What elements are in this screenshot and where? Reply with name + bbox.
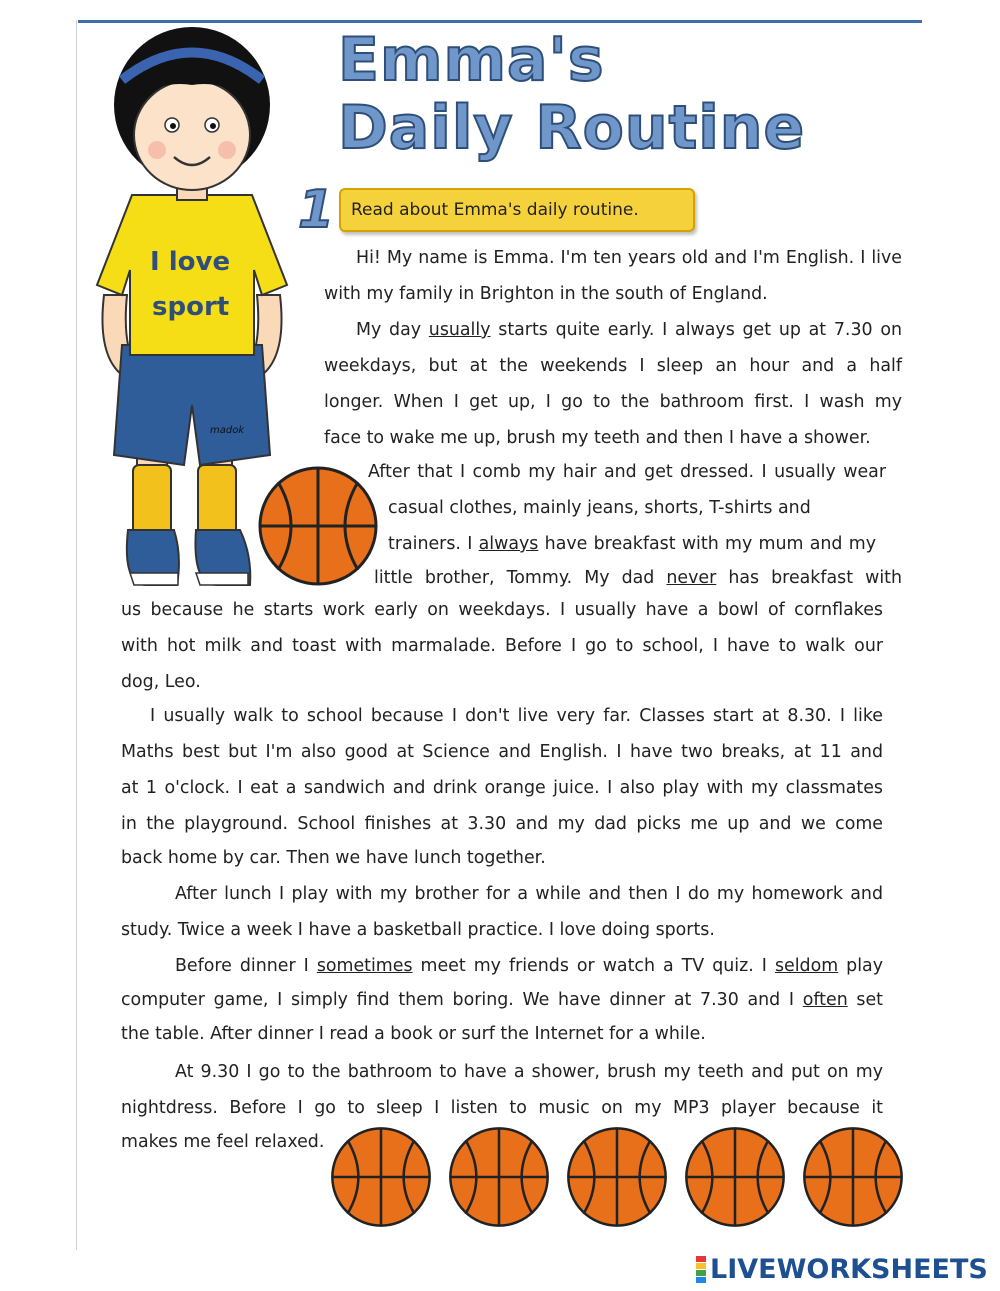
- text-segment: nightdress. Before I go to sleep I listen to music on my MP3 player because it: [121, 1098, 883, 1118]
- shirt-text-line2: sport: [152, 292, 230, 322]
- text-segment: play: [838, 956, 883, 976]
- text-line: [324, 392, 902, 412]
- text-line: [175, 956, 883, 976]
- worksheet-title: [338, 25, 806, 163]
- task-instruction-box: Read about Emma's daily routine.: [339, 188, 695, 232]
- text-segment: After that I comb my hair and get dressed. I usually wear: [368, 462, 886, 482]
- text-segment: Hi! My name is Emma. I'm ten years old and I'm English. I live: [356, 248, 902, 268]
- text-line: [121, 672, 201, 692]
- text-segment: in the playground. School finishes at 3.30 and my dad picks me up and we come: [121, 814, 883, 834]
- title-line-2: Daily Routine: [338, 93, 806, 163]
- text-segment: longer. When I get up, I go to the bathroom first. I wash my: [324, 392, 902, 412]
- basketball-icon: [565, 1125, 669, 1229]
- basketball-icon: [801, 1125, 905, 1229]
- text-segment: face to wake me up, brush my teeth and then I have a shower.: [324, 428, 871, 448]
- text-segment: At 9.30 I go to the bathroom to have a shower, brush my teeth and put on my: [175, 1062, 883, 1082]
- text-segment: casual clothes, mainly jeans, shorts, T-shirts and: [388, 498, 811, 518]
- text-segment: set: [847, 990, 883, 1010]
- text-segment: little brother, Tommy. My dad: [374, 568, 667, 588]
- task-number: 1: [298, 180, 335, 240]
- logo-mark-icon: [696, 1256, 706, 1283]
- text-line: [121, 848, 546, 868]
- text-segment: I usually walk to school because I don't live very far. Classes start at 8.30. I like: [150, 706, 883, 726]
- frequency-adverb: never: [666, 568, 717, 588]
- text-line: [121, 778, 883, 798]
- text-segment: study. Twice a week I have a basketball practice. I love doing sports.: [121, 920, 715, 940]
- text-segment: computer game, I simply find them boring. We have dinner at 7.30 and I: [121, 990, 803, 1010]
- basketball-icon: [256, 464, 380, 588]
- text-segment: weekdays, but at the weekends I sleep an hour and a half: [324, 356, 902, 376]
- text-line: [175, 884, 883, 904]
- signature-text: madok: [210, 425, 245, 436]
- frequency-adverb: sometimes: [316, 956, 413, 976]
- text-segment: us because he starts work early on weekdays. I usually have a bowl of cornflakes: [121, 600, 883, 620]
- text-line: [356, 248, 902, 268]
- text-segment: at 1 o'clock. I eat a sandwich and drink orange juice. I also play with my classmates: [121, 778, 883, 798]
- text-line: [388, 534, 876, 554]
- text-segment: with my family in Brighton in the south of England.: [324, 284, 768, 304]
- text-line: [121, 742, 883, 762]
- text-line: [121, 1132, 324, 1152]
- logo-text: LIVEWORKSHEETS: [710, 1254, 988, 1285]
- liveworksheets-logo[interactable]: [696, 1254, 988, 1285]
- text-line: [324, 428, 871, 448]
- text-line: [121, 990, 883, 1010]
- text-line: [121, 920, 715, 940]
- text-segment: has breakfast with: [716, 568, 902, 588]
- text-line: [356, 320, 902, 340]
- frequency-adverb: often: [802, 990, 848, 1010]
- text-line: [121, 1098, 883, 1118]
- text-line: [324, 356, 902, 376]
- text-segment: Maths best but I'm also good at Science and English. I have two breaks, at 11 and: [121, 742, 883, 762]
- text-line: [150, 706, 883, 726]
- text-segment: back home by car. Then we have lunch together.: [121, 848, 546, 868]
- text-line: [324, 284, 768, 304]
- text-segment: After lunch I play with my brother for a while and then I do my homework and: [175, 884, 883, 904]
- text-segment: Before dinner I: [175, 956, 317, 976]
- basketball-icon: [447, 1125, 551, 1229]
- shirt-text-line1: I love: [150, 247, 231, 277]
- text-segment: dog, Leo.: [121, 672, 201, 692]
- frequency-adverb: seldom: [774, 956, 839, 976]
- basketball-icon: [683, 1125, 787, 1229]
- text-line: [175, 1062, 883, 1082]
- text-line: [388, 498, 811, 518]
- text-line: [121, 1024, 706, 1044]
- text-segment: starts quite early. I always get up at 7.30 on: [490, 320, 903, 340]
- text-segment: with hot milk and toast with marmalade. Before I go to school, I have to walk our: [121, 636, 883, 656]
- text-segment: trainers. I: [388, 534, 479, 554]
- text-line: [121, 600, 883, 620]
- basketball-icon: [329, 1125, 433, 1229]
- title-line-1: Emma's: [338, 25, 605, 95]
- text-segment: the table. After dinner I read a book or surf the Internet for a while.: [121, 1024, 706, 1044]
- page-margin-line: [76, 20, 77, 1250]
- text-line: [121, 814, 883, 834]
- text-segment: have breakfast with my mum and my: [538, 534, 876, 554]
- text-line: [368, 462, 886, 482]
- text-segment: makes me feel relaxed.: [121, 1132, 325, 1152]
- text-line: [121, 636, 883, 656]
- text-segment: My day: [356, 320, 429, 340]
- text-segment: meet my friends or watch a TV quiz. I: [412, 956, 775, 976]
- text-line: [374, 568, 902, 588]
- frequency-adverb: always: [478, 534, 539, 554]
- frequency-adverb: usually: [428, 320, 491, 340]
- top-rule: [78, 20, 922, 23]
